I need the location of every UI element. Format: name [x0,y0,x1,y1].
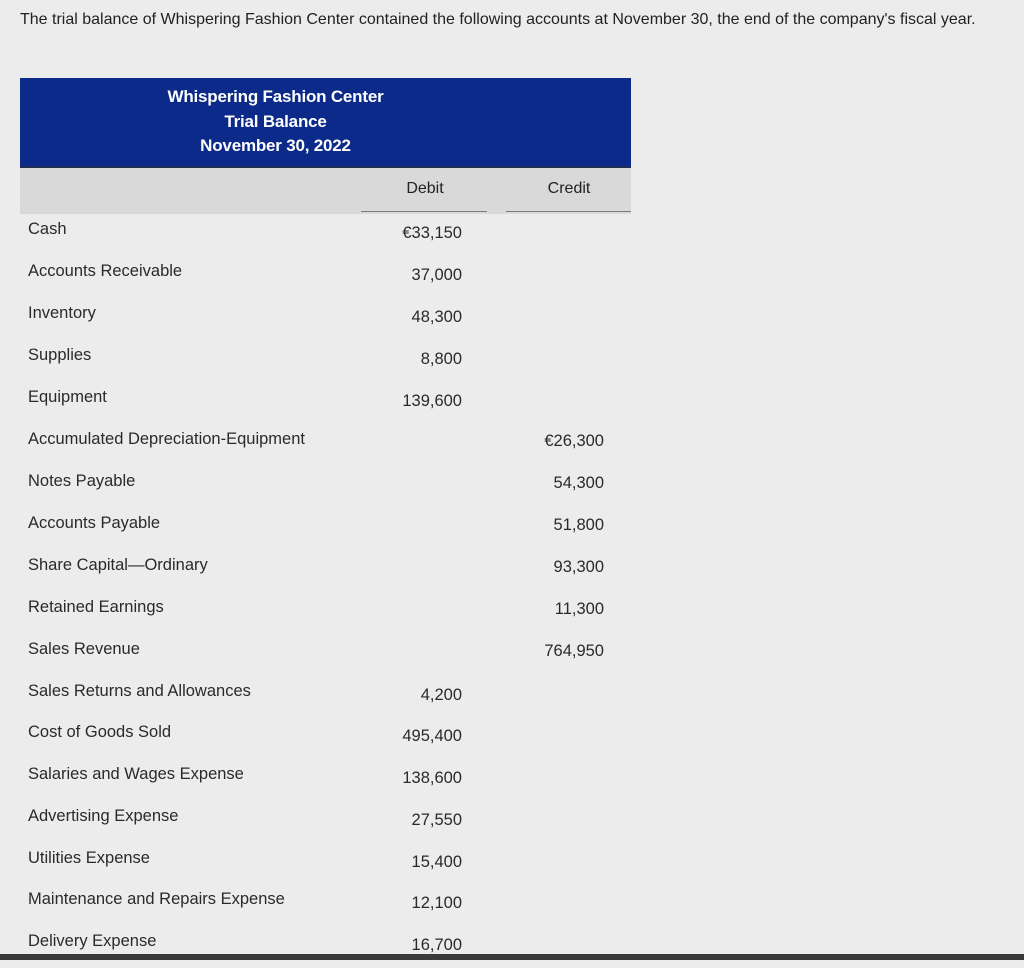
credit-column-header: Credit [547,180,591,197]
account-name: Accounts Receivable [28,262,183,280]
account-row [0,424,1024,466]
account-name: Utilities Expense [28,849,150,867]
account-row [0,508,1024,550]
account-name: Cash [28,220,67,238]
credit-header-rule [506,211,631,212]
debit-amount: 8,800 [420,350,462,368]
account-row [0,801,1024,843]
credit-amount: 764,950 [544,642,604,660]
debit-amount: 48,300 [411,308,462,326]
account-row [0,382,1024,424]
company-name: Whispering Fashion Center [167,87,384,106]
account-name: Supplies [28,346,92,364]
debit-amount: €33,150 [402,224,462,242]
account-row [0,550,1024,592]
credit-amount: 54,300 [553,474,604,492]
intro-text: The trial balance of Whispering Fashion Center contained the following accounts at November 30, the end of the company's fiscal year. [20,11,976,28]
account-row [0,298,1024,340]
column-header-row [20,168,631,214]
account-row [0,256,1024,298]
debit-amount: 15,400 [411,853,462,871]
debit-amount: 139,600 [402,392,462,410]
account-name: Sales Revenue [28,640,140,658]
account-name: Sales Returns and Allowances [28,682,251,700]
debit-column-header: Debit [406,180,444,197]
debit-amount: 16,700 [411,936,462,954]
account-name: Salaries and Wages Expense [28,765,244,783]
debit-amount: 138,600 [402,769,462,787]
account-row [0,926,1024,968]
credit-amount: 51,800 [553,516,604,534]
account-name: Notes Payable [28,472,136,490]
debit-amount: 4,200 [420,686,462,704]
account-row [0,676,1024,718]
account-name: Share Capital—Ordinary [28,556,208,574]
account-name: Maintenance and Repairs Expense [28,890,285,908]
account-name: Accounts Payable [28,514,161,532]
account-row [0,466,1024,508]
debit-header-rule [361,211,487,212]
debit-amount: 495,400 [402,727,462,745]
account-name: Delivery Expense [28,932,157,950]
report-title: Trial Balance [224,111,327,131]
account-name: Accumulated Depreciation-Equipment [28,430,305,448]
account-row [0,214,1024,256]
account-row [0,717,1024,759]
screen-bottom-edge [0,954,1024,960]
account-row [0,340,1024,382]
account-row [0,634,1024,676]
header-titles [20,85,631,159]
account-name: Equipment [28,388,107,406]
debit-amount: 37,000 [411,266,462,284]
account-name: Inventory [28,304,96,322]
account-row [0,592,1024,634]
credit-amount: 11,300 [554,600,604,618]
credit-amount: €26,300 [544,432,604,450]
account-name: Advertising Expense [28,807,179,825]
report-date: November 30, 2022 [200,136,351,155]
trial-balance-header [20,78,631,168]
credit-amount: 93,300 [553,558,604,576]
account-row [0,759,1024,801]
account-row [0,843,1024,885]
debit-amount: 12,100 [411,894,462,912]
debit-amount: 27,550 [411,811,462,829]
account-row [0,884,1024,926]
account-name: Retained Earnings [28,598,164,616]
account-name: Cost of Goods Sold [28,723,172,741]
